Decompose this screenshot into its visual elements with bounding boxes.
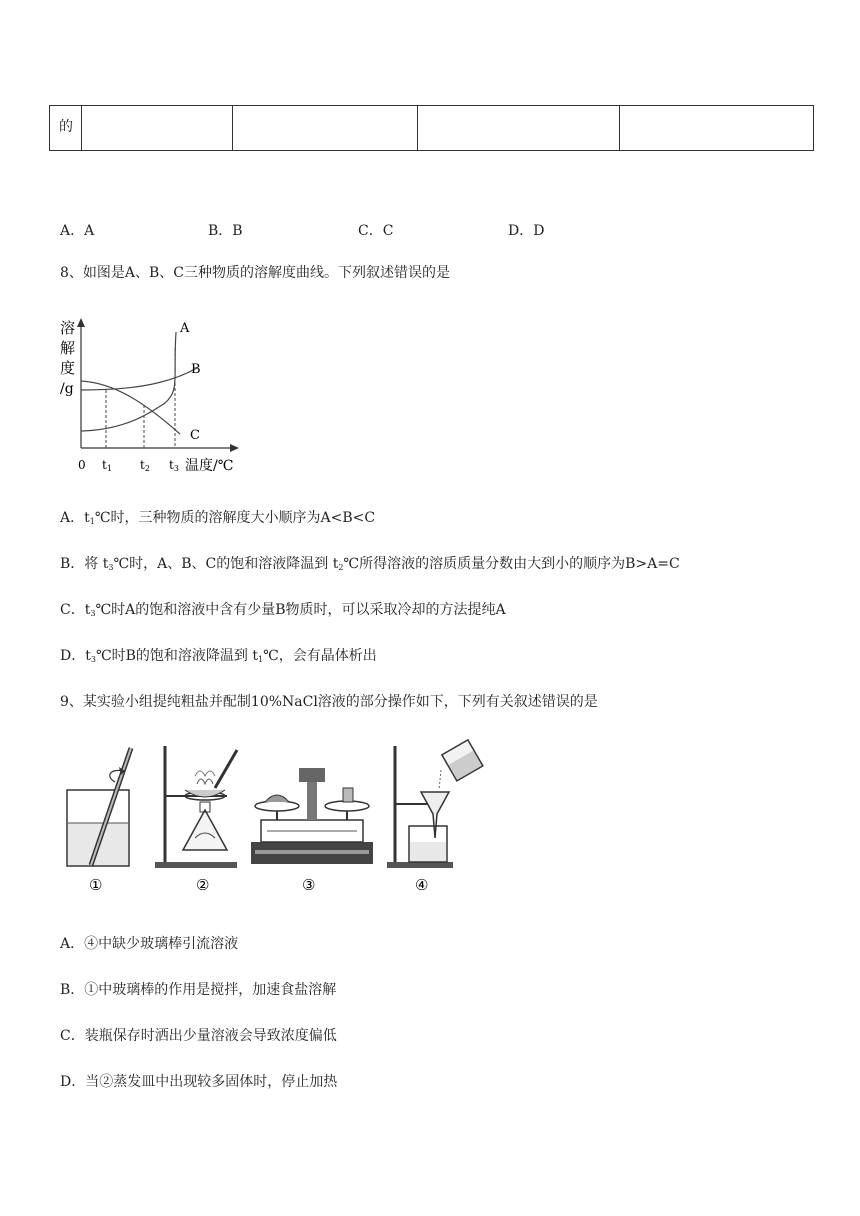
ylabel-char: 解 [60,339,76,357]
tick-label-t3: t3 [169,458,179,473]
table-cell [620,106,814,151]
y-axis-arrow [77,318,85,327]
table-row-label: 的 [50,106,82,151]
q7-option-d: D．D [508,223,545,239]
x-axis-label: 温度/℃ [185,458,234,474]
q8-option-d: D．$t_3℃$时B的饱和溶液降温到 $t_1℃$，会有晶体析出 [60,648,377,664]
origin-label: 0 [78,458,86,472]
figure-label-4: ④ [415,876,429,894]
beaker-stirring-illustration [67,748,131,866]
q8-option-b: B．将 $t_3℃$时，A、B、C的饱和溶液降温到 $t_2℃$所得溶液的溶质质量分数由大到小的顺序为B>A=C [60,556,680,572]
q7-option-a: A．A [60,223,95,239]
figure-label-2: ② [196,876,210,894]
q9-stem: 9、某实验小组提纯粗盐并配制10%NaCl溶液的部分操作如下，下列有关叙述错误的是 [60,694,598,710]
q7-option-b: B．B [208,223,243,239]
table-cell [418,106,620,151]
ylabel-char: 度 [60,359,76,377]
solubility-curve-figure [55,318,240,478]
evaporation-illustration [155,746,237,868]
curve-b [81,368,197,390]
table-cell [233,106,418,151]
apparatus-figure [55,738,505,898]
curve-c [81,381,180,434]
q9-option-c: C．装瓶保存时洒出少量溶液会导致浓度偏低 [60,1028,337,1044]
q9-option-a: A．④中缺少玻璃棒引流溶液 [60,936,239,952]
figure-label-1: ① [89,876,103,894]
curve-label-a: A [180,321,190,336]
tick-label-t1: t1 [102,458,112,473]
x-axis-arrow [230,444,239,452]
q9-option-d: D．当②蒸发皿中出现较多固体时，停止加热 [60,1074,338,1090]
q8-option-c: C．$t_3℃$时A的饱和溶液中含有少量B物质时，可以采取冷却的方法提纯A [60,602,506,618]
balance-illustration [251,768,373,864]
tick-label-t2: t2 [140,458,150,473]
table-row [50,106,814,151]
q7-table [49,105,814,151]
q9-option-b: B．①中玻璃棒的作用是搅拌，加速食盐溶解 [60,982,337,998]
curve-label-c: C [190,428,200,443]
q8-option-a: A．$t_1℃$时，三种物质的溶解度大小顺序为A<B<C [60,510,376,526]
ylabel-char: 溶 [60,319,76,337]
q8-stem: 8、如图是A、B、C三种物质的溶解度曲线。下列叙述错误的是 [60,265,451,281]
table-cell [82,106,233,151]
curve-label-b: B [191,362,201,377]
figure-label-3: ③ [302,876,316,894]
filtration-illustration [387,740,483,868]
ylabel-char: /g [60,381,74,397]
q7-option-c: C．C [358,223,394,239]
